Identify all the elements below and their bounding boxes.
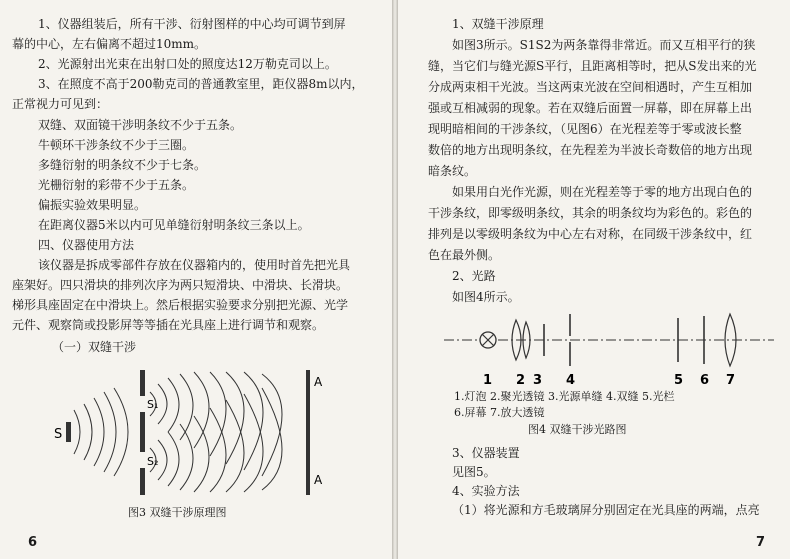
- label-s2: S₂: [147, 455, 159, 468]
- page-number: 6: [28, 535, 38, 550]
- component-number: 5: [674, 373, 684, 388]
- section-heading: 4、实验方法: [452, 484, 520, 498]
- text-line: 元件、观察筒或投影屏等等插在光具座上进行调节和观察。: [12, 318, 325, 332]
- text-line: 数倍的地方出现明条纹，在先程差为半波长奇数倍的地方出现: [428, 143, 753, 157]
- label-s: S: [54, 427, 63, 442]
- figure-caption: 图4 双缝干涉光路图: [528, 423, 627, 436]
- figure-legend: 6.屏幕 7.放大透镜: [454, 406, 545, 419]
- section-heading: 2、光路: [452, 269, 496, 283]
- text-line: 缝，当它们与缝光源S平行，且距离相等时，把从S发出来的光: [428, 59, 757, 73]
- text-line: 强或互相减弱的现象。若在双缝后面置一屏幕，即在屏幕上出: [428, 101, 753, 115]
- label-a-bottom: A: [314, 473, 323, 487]
- right-page: [398, 0, 790, 559]
- text-line: 分成两束相干光波。当这两束光波在空间相遇时，产生互相加: [428, 80, 753, 94]
- text-line: 该仪器是拆成零部件存放在仪器箱内的，使用时首先把光具: [38, 258, 351, 272]
- subsection-heading: （一）双缝干涉: [52, 340, 137, 354]
- text-line: 干涉条纹，即零级明条纹，其余的明条纹均为彩色的。彩色的: [428, 206, 753, 220]
- text-line: （1）将光源和方毛玻璃屏分别固定在光具座的两端，点亮: [452, 503, 760, 517]
- component-number: 1: [483, 373, 493, 388]
- text-line: 如图4所示。: [452, 290, 520, 304]
- page-number: 7: [756, 535, 766, 550]
- text-line: 正常视力可见到：: [12, 97, 109, 111]
- section-heading: 四、仪器使用方法: [38, 238, 135, 252]
- text-line: 梯形具座固定在中滑块上。然后根据实验要求分别把光源、光学: [12, 298, 349, 312]
- text-line: 如果用白光作光源，则在光程差等于零的地方出现白色的: [452, 185, 753, 199]
- component-number: 2: [516, 373, 526, 388]
- text-line: 在距离仪器5米以内可见单缝衍射明条纹三条以上。: [38, 218, 310, 232]
- left-page: [0, 0, 392, 559]
- figure-legend: 1.灯泡 2.聚光透镜 3.光源单缝 4.双缝 5.光栏: [454, 390, 675, 403]
- text-line: 幕的中心，左右偏离不超过10mm。: [12, 37, 207, 51]
- text-line: 色在最外侧。: [428, 248, 501, 262]
- label-s1: S₁: [147, 398, 159, 411]
- text-line: 偏振实验效果明显。: [38, 198, 147, 212]
- section-heading: 1、双缝干涉原理: [452, 17, 544, 31]
- text-line: 暗条纹。: [428, 164, 477, 178]
- text-line: 见图5。: [452, 465, 496, 479]
- text-line: 双缝、双面镜干涉明条纹不少于五条。: [38, 118, 243, 132]
- text-line: 多缝衍射的明条纹不少于七条。: [38, 158, 207, 172]
- text-line: 牛顿环干涉条纹不少于三圈。: [38, 138, 195, 152]
- double-slit-diagram: [40, 370, 330, 495]
- label-a-top: A: [314, 375, 323, 389]
- figure-caption: 图3 双缝干涉原理图: [128, 506, 227, 519]
- text-line: 1、仪器组装后，所有干涉、衍射图样的中心均可调节到屏: [38, 17, 346, 31]
- text-line: 座架好。四只滑块的排列次序为两只短滑块、中滑块、长滑块。: [12, 278, 349, 292]
- section-heading: 3、仪器装置: [452, 446, 520, 460]
- text-line: 现明暗相间的干涉条纹，（见图6）在光程差等于零或波长整: [428, 122, 742, 136]
- component-number: 3: [533, 373, 543, 388]
- text-line: 光栅衍射的彩带不少于五条。: [38, 178, 195, 192]
- component-number: 6: [700, 373, 710, 388]
- component-number: 4: [566, 373, 576, 388]
- optical-path-diagram: [438, 308, 778, 388]
- text-line: 排列是以零级明条纹为中心左右对称，在同级干涉条纹中，红: [428, 227, 753, 241]
- text-line: 如图3所示。S1S2为两条靠得非常近。而又互相平行的狭: [452, 38, 756, 52]
- text-line: 3、在照度不高于200勒克司的普通教室里，距仪器8m以内，: [38, 77, 364, 91]
- component-number: 7: [726, 373, 736, 388]
- text-line: 2、光源射出光束在出射口处的照度达12万勒克司以上。: [38, 57, 337, 71]
